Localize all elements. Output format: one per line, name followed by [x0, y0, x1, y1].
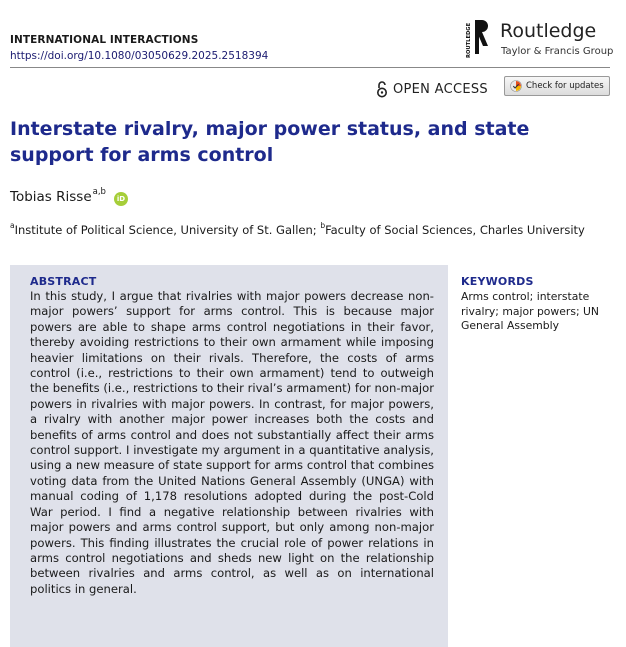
abstract-heading: ABSTRACT: [30, 275, 97, 288]
affiliations: [10, 222, 585, 237]
header-divider: [10, 67, 610, 68]
affiliation-b-mark: b: [320, 221, 326, 230]
doi-link[interactable]: https://doi.org/10.1080/03050629.2025.2518394: [10, 50, 269, 62]
affiliation-a-mark: a: [10, 221, 15, 230]
publisher-vertical-mark: ROUTLEDGE: [466, 22, 472, 58]
orcid-icon[interactable]: iD: [114, 192, 128, 206]
abstract-box: [10, 265, 448, 647]
keywords-list: Arms control; interstate rivalry; major powers; UN General Assembly: [461, 290, 599, 332]
publisher-subtitle: Taylor & Francis Group: [501, 46, 614, 57]
article-title: Interstate rivalry, major power status, and state support for arms control: [10, 118, 530, 166]
open-access-label: OPEN ACCESS: [393, 81, 488, 97]
affiliation-a: Institute of Political Science, University of St. Gallen;: [14, 222, 321, 237]
affiliation-b: Faculty of Social Sciences, Charles University: [325, 222, 585, 237]
check-updates-icon: [510, 80, 522, 92]
author-affiliation-marks: a,b: [92, 187, 106, 197]
routledge-mark-icon: [466, 18, 490, 60]
check-updates-button[interactable]: [504, 76, 610, 96]
open-access-badge: [376, 79, 488, 99]
journal-name: INTERNATIONAL INTERACTIONS: [10, 34, 199, 46]
author-line: [10, 189, 128, 206]
author-name[interactable]: Tobias Risse: [10, 189, 92, 205]
keywords-section: [461, 275, 611, 334]
check-updates-label: Check for updates: [526, 81, 604, 91]
publisher-logo[interactable]: [466, 16, 618, 60]
abstract-text: In this study, I argue that rivalries with major powers decrease non-major powers’ support for arms control. This is because major powers are able to shape arms control negotiations in their favor, thereby avoiding restrictions to their own armament while imposing heavier limitations on their rivals. Therefore, the costs of arms control (i.e., restrictions to their own armament) tend to outweigh the benefits (i.e., restrictions to their rival’s armament) for non-major powers in rivalries with major powers. In contrast, for major powers, a rivalry with another major power increases both the costs and benefits of arms control and does not substantially affect their arms control support. I investigate my argument in a quantitative analysis, using a new measure of state support for arms control that combines voting data from the United Nations General Assembly (UNGA) with manual coding of 1,178 resolutions adopted during the post-Cold War period. I find a negative relationship between rivalries with major powers and arms control support, but only among non-major powers. This finding illustrates the crucial role of power relations in arms control negotiations and sheds new light on the relationship between rivalries and arms control, as well as on international politics in general.: [30, 289, 434, 596]
keywords-heading: KEYWORDS: [461, 275, 534, 288]
publisher-name: Routledge: [500, 20, 597, 42]
open-lock-icon: [376, 80, 388, 98]
